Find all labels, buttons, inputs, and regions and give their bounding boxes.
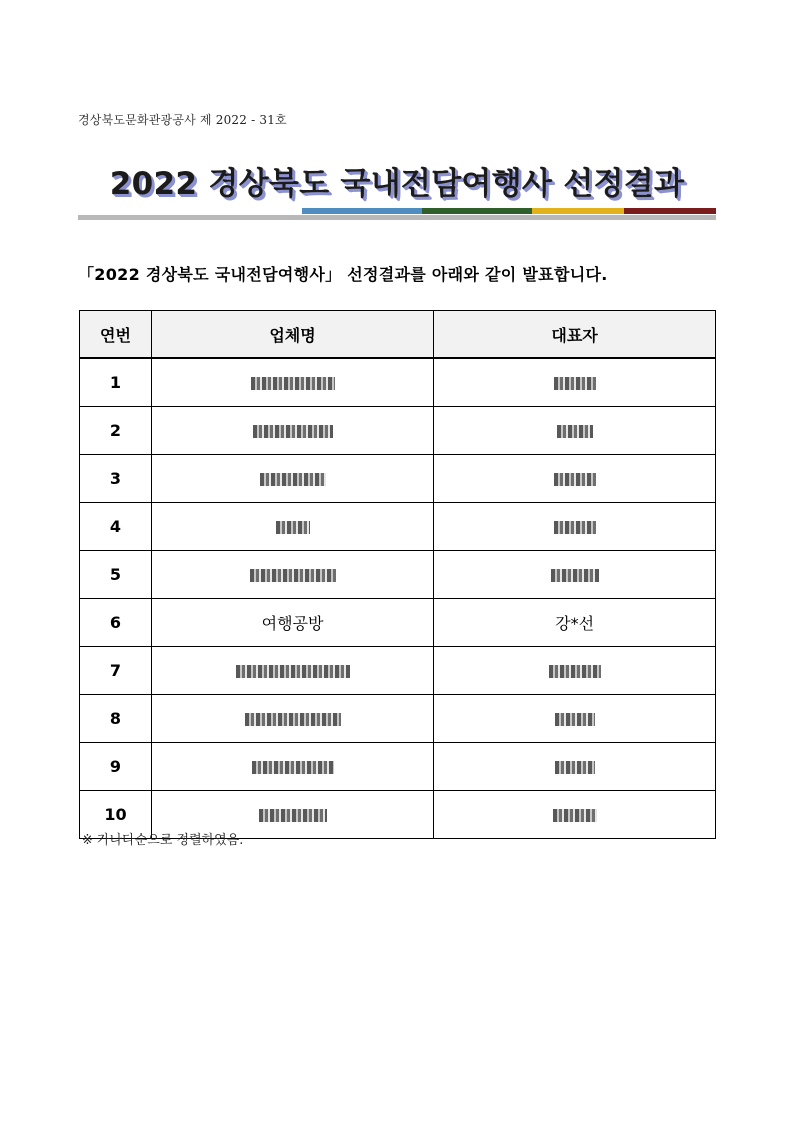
redacted-text	[245, 713, 341, 726]
representative-masked	[434, 743, 716, 791]
company-name: 여행공방	[151, 599, 433, 647]
row-number: 3	[80, 455, 152, 503]
row-number: 4	[80, 503, 152, 551]
redacted-text	[554, 377, 596, 390]
table-row	[80, 647, 716, 695]
title-bar-segment-green	[422, 208, 532, 214]
row-number: 5	[80, 551, 152, 599]
redacted-text	[557, 425, 593, 438]
company-name-masked	[151, 358, 433, 407]
company-name-masked	[151, 743, 433, 791]
table-row	[80, 407, 716, 455]
company-name-masked	[151, 647, 433, 695]
representative-masked	[434, 358, 716, 407]
row-number: 10	[80, 791, 152, 839]
table-row	[80, 743, 716, 791]
redacted-text	[551, 569, 599, 582]
representative-masked	[434, 791, 716, 839]
announcement-text: 「2022 경상북도 국내전담여행사」 선정결과를 아래와 같이 발표합니다.	[78, 265, 608, 284]
redacted-text	[553, 809, 597, 822]
title-bar-segment-red	[624, 208, 716, 214]
representative-masked	[434, 407, 716, 455]
row-number: 6	[80, 599, 152, 647]
table-row	[80, 599, 716, 647]
redacted-text	[259, 809, 327, 822]
table-row	[80, 695, 716, 743]
page-title: 2022 경상북도 국내전담여행사 선정결과	[109, 166, 685, 202]
company-name-masked	[151, 407, 433, 455]
representative-masked	[434, 455, 716, 503]
title-bar-segment-blue	[302, 208, 422, 214]
row-number: 1	[80, 358, 152, 407]
row-number: 7	[80, 647, 152, 695]
table-row	[80, 551, 716, 599]
table-row	[80, 455, 716, 503]
document-number: 경상북도문화관광공사 제 2022 - 31호	[78, 113, 287, 127]
redacted-text	[549, 665, 601, 678]
row-number: 9	[80, 743, 152, 791]
representative-masked	[434, 647, 716, 695]
redacted-text	[276, 521, 310, 534]
footnote: ※ 가나다순으로 정렬하였음.	[82, 833, 244, 848]
redacted-text	[250, 569, 336, 582]
table-row	[80, 503, 716, 551]
redacted-text	[253, 425, 333, 438]
title-bar-gray-line	[78, 215, 716, 220]
header-company: 업체명	[151, 311, 433, 359]
redacted-text	[554, 521, 596, 534]
redacted-text	[554, 473, 596, 486]
row-number: 2	[80, 407, 152, 455]
redacted-text	[236, 665, 350, 678]
row-number: 8	[80, 695, 152, 743]
company-name-masked	[151, 455, 433, 503]
redacted-text	[251, 377, 335, 390]
header-representative: 대표자	[434, 311, 716, 359]
company-name-masked	[151, 551, 433, 599]
representative-masked	[434, 503, 716, 551]
redacted-text	[555, 761, 595, 774]
header-number: 연번	[80, 311, 152, 359]
selection-result-table	[79, 310, 716, 839]
representative-name: 강*선	[434, 599, 716, 647]
redacted-text	[260, 473, 326, 486]
redacted-text	[555, 713, 595, 726]
representative-masked	[434, 551, 716, 599]
title-underline	[78, 206, 716, 222]
redacted-text	[252, 761, 334, 774]
representative-masked	[434, 695, 716, 743]
company-name-masked	[151, 503, 433, 551]
table-row	[80, 358, 716, 407]
company-name-masked	[151, 695, 433, 743]
table-header-row	[80, 311, 716, 359]
title-bar-segment-yellow	[532, 208, 624, 214]
